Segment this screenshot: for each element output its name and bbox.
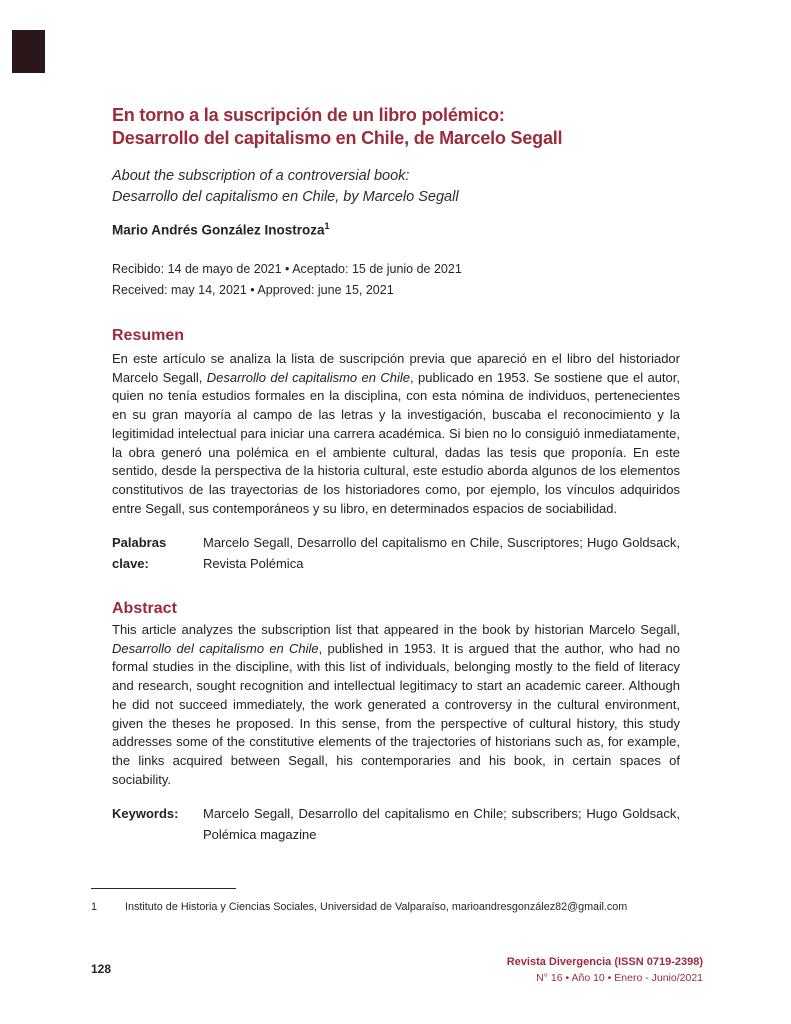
resumen-heading: Resumen (112, 327, 185, 344)
journal-name-issn: Revista Divergencia (ISSN 0719-2398) (506, 956, 703, 968)
date-line-spanish: Recibido: 14 de mayo de 2021 • Aceptado: 15 de junio de 2021 (112, 262, 462, 276)
article-title-line1: En torno a la suscripción de un libro polémico: (112, 105, 505, 125)
journal-footer (507, 954, 703, 986)
page-corner-marker (12, 30, 45, 73)
palabras-clave-text: Marcelo Segall, Desarrollo del capitalismo en Chile, Suscriptores; Hugo Goldsack, Revista Polémica (203, 535, 680, 571)
author-name (112, 221, 680, 238)
article-subtitle-line1: About the subscription of a controversial book: (112, 168, 410, 184)
article-title-line2: Desarrollo del capitalismo en Chile, de Marcelo Segall (112, 128, 563, 148)
footnote-number: 1 (91, 901, 98, 913)
resumen-paragraph: En este artículo se analiza la lista de suscripción previa que apareció en el libro del historiador Marcelo Segall, Desarrollo del capitalismo en Chile, publicado en 1953. Se sostiene que el autor, quien no tenía estudios formales en la disciplina, con esta nómina de individuos, pertenecientes en su gran mayoría al campo de las letras y la investigación, buscaba el reconocimiento y la legitimidad intelectual para iniciar una carrera académica. Si bien no lo consiguió inmediatamente, la obra generó una polémica en el ambiente cultural, dadas las tesis que proponía. En este sentido, desde la perspectiva de la historia cultural, este estudio aborda algunos de los elementos constitutivos de las trayectorias de los historiadores como, por ejemplo, los vínculos adquiridos entre Segall, sus contemporáneos y su libro, en determinados espacios de sociabilidad. (112, 351, 681, 516)
author-name-text: Mario Andrés González Inostroza (112, 222, 325, 238)
journal-issue-info: N° 16 • Año 10 • Enero - Junio/2021 (536, 972, 703, 984)
article-subtitle-line2: Desarrollo del capitalismo en Chile, by Marcelo Segall (112, 189, 459, 205)
date-line-english: Received: may 14, 2021 • Approved: june 15, 2021 (112, 283, 394, 297)
abstract-heading: Abstract (112, 600, 177, 617)
keywords-label: Keywords: (112, 806, 179, 821)
footnote-text: Instituto de Historia y Ciencias Sociales, Universidad de Valparaíso, marioandresgonzález82@gmail.com (125, 901, 628, 913)
abstract-paragraph: This article analyzes the subscription list that appeared in the book by historian Marcelo Segall, Desarrollo del capitalismo en Chile, published in 1953. It is argued that the author, who had no formal studies in the discipline, with this list of individuals, belonging mostly to the field of literacy and research, sought recognition and intellectual legitimacy to start an academic career. Although he did not succeed immediately, the work generated a controversy in the cultural environment, given the theses he proposed. In this sense, from the perspective of cultural history, this study addresses some of the constitutive elements of the trajectories of historians such as, for example, the links acquired between Segall, his contemporaries and his book, in certain spaces of sociability. (112, 622, 681, 787)
palabras-clave-block (112, 532, 680, 574)
footnote (91, 900, 711, 915)
keywords-text: Marcelo Segall, Desarrollo del capitalismo en Chile; subscribers; Hugo Goldsack, Polémica magazine (203, 806, 680, 842)
footnote-divider (91, 888, 236, 889)
page-number: 128 (91, 962, 112, 976)
palabras-clave-label: Palabras clave: (112, 535, 167, 571)
author-footnote-ref: 1 (324, 221, 330, 231)
submission-dates (112, 259, 680, 301)
article-title (112, 104, 680, 150)
article-subtitle-english (112, 166, 680, 208)
keywords-block (112, 803, 680, 845)
